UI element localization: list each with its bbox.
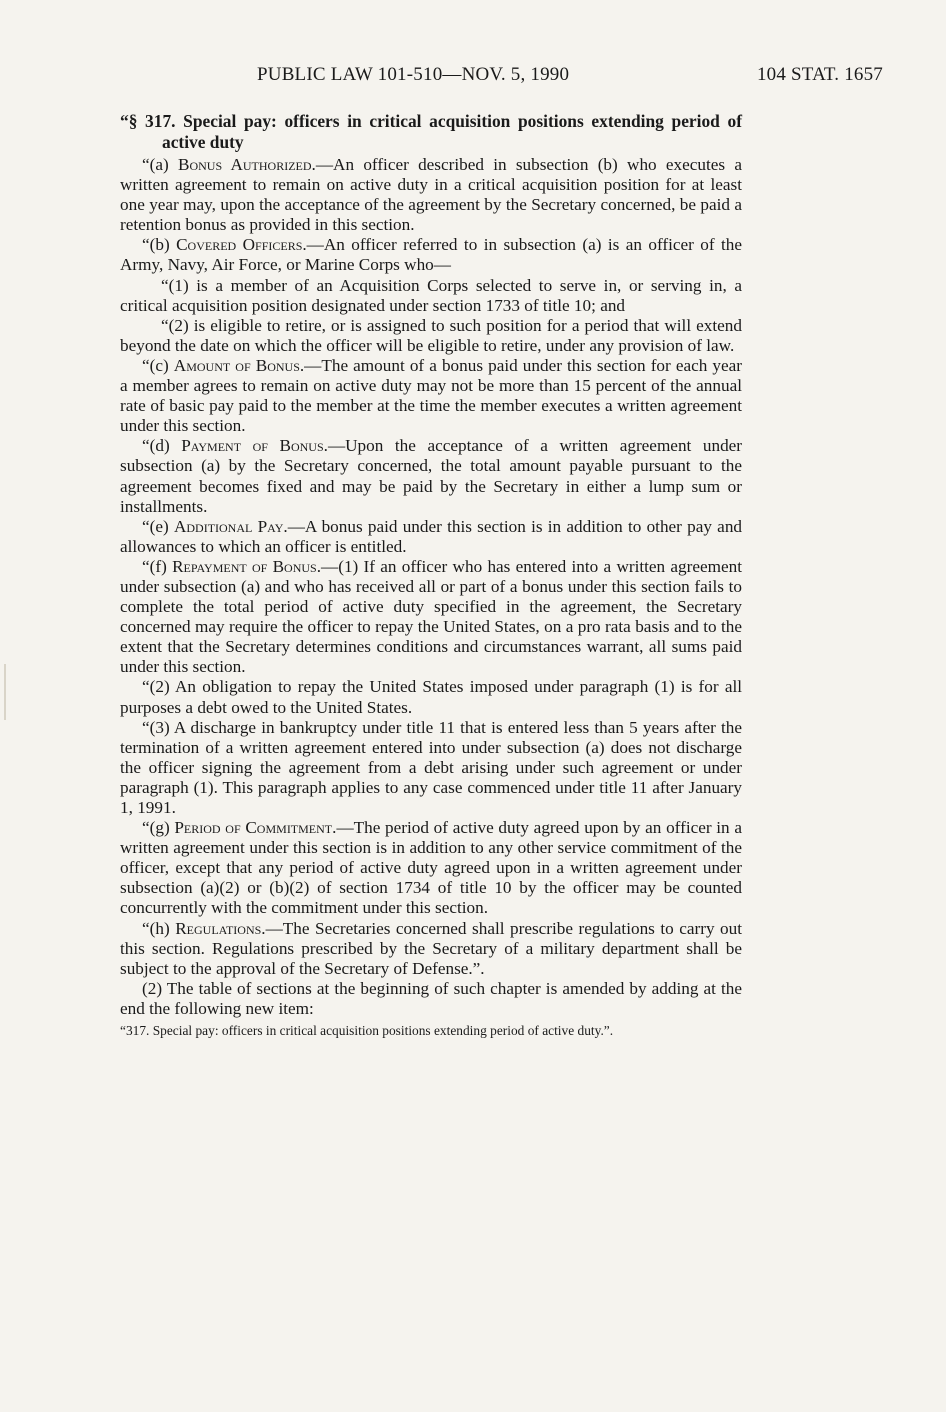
- document-body: [120, 111, 742, 1038]
- table-of-sections-item: “317. Special pay: officers in critical acquisition positions extending period of active duty.”.: [120, 1023, 614, 1039]
- subsection-d-number: “(d): [142, 436, 182, 456]
- subsection-b: [120, 235, 742, 275]
- subsection-d-title: Payment of Bonus.: [181, 436, 328, 456]
- subsection-f-paragraph-2: “(2) An obligation to repay the United States imposed under paragraph (1) is for all purposes a debt owed to the United States.: [120, 677, 742, 717]
- subsection-c-number: “(c): [142, 355, 174, 375]
- subsection-b-paragraph-2-text: “(2) is eligible to retire, or is assigned to such position for a period that will extend beyond the date on which the officer will be eligible to retire, under any provision of law.: [120, 315, 742, 355]
- subsection-c-title: Amount of Bonus.: [173, 355, 305, 375]
- subsection-f-number: “(f): [142, 556, 173, 576]
- subsection-b-paragraph-1: [120, 276, 742, 316]
- section-heading: “§ 317. Special pay: officers in critical acquisition positions extending period of active duty: [120, 111, 742, 152]
- subsection-d: [120, 436, 742, 516]
- subsection-b-paragraph-2: [120, 316, 742, 356]
- subsection-f-text: —(1) If an officer who has entered into a written agreement under subsection (a) and who has received all or part of a bonus under this section fails to complete the total period of active duty specified in the agreement, the Secretary concerned may require the officer to repay the United States, on a pro rata basis and to the extent that the Secretary determines conditions and circumstances warrant, all sums paid under this section.: [120, 556, 742, 677]
- subsection-e-title: Additional Pay.: [173, 516, 288, 536]
- subsection-h-number: “(h): [142, 918, 176, 938]
- subsection-b-number: “(b): [142, 235, 177, 255]
- subsection-g-number: “(g): [142, 818, 175, 838]
- subsection-h: [120, 919, 742, 979]
- subsection-a-title: Bonus Authorized.: [178, 155, 316, 174]
- subsection-e-number: “(e): [142, 516, 174, 536]
- subsection-c-text: —The amount of a bonus paid under this section for each year a member agrees to remain on active duty may not be more than 15 percent of the annual rate of basic pay paid to the member at the time the member executes a written agreement under this section.: [120, 355, 742, 436]
- subsection-a: [120, 155, 742, 235]
- table-amendment: (2) The table of sections at the beginning of such chapter is amended by adding at the end the following new item:: [120, 978, 742, 1018]
- subsection-g-title: Period of Commitment.: [174, 818, 337, 838]
- page-header: [120, 64, 883, 94]
- subsection-h-title: Regulations.: [175, 918, 266, 938]
- subsection-b-paragraph-1-text: “(1) is a member of an Acquisition Corps selected to serve in, or serving in, a critical acquisition position designated under section 1733 of title 10; and: [120, 275, 742, 315]
- subsection-h-text: —The Secretaries concerned shall prescribe regulations to carry out this section. Regulations prescribed by the Secretary of a military department shall be subject to the approval of the Secretary of Defense.”.: [120, 918, 743, 978]
- subsection-c: [120, 356, 742, 436]
- subsection-f-paragraph-3: “(3) A discharge in bankruptcy under title 11 that is entered less than 5 years after the termination of a written agreement entered into under subsection (a) does not discharge the officer signing the agreement from a debt arising under such agreement or under paragraph (1). This paragraph applies to any case commenced under title 11 after January 1, 1991.: [120, 717, 742, 817]
- subsection-f: [120, 557, 742, 678]
- subsection-d-text: —Upon the acceptance of a written agreement under subsection (a) by the Secretary concerned, the total amount payable pursuant to the agreement becomes fixed and may be paid by the Secretary in either a lump sum or installments.: [120, 436, 743, 516]
- subsection-b-title: Covered Officers.: [176, 235, 307, 255]
- subsection-e: [120, 517, 742, 557]
- subsection-f-title: Repayment of Bonus.: [172, 556, 322, 576]
- subsection-a-text: —An officer described in subsection (b) who executes a written agreement to remain on active duty in a critical acquisition position for at least one year may, upon the acceptance of the agreement by the Secretary concerned, be paid a retention bonus as provided in this section.: [120, 155, 742, 235]
- subsection-g-text: —The period of active duty agreed upon by an officer in a written agreement under this section is in addition to any other service commitment of the officer, except that any period of active duty agreed upon in a written agreement under subsection (a)(2) or (b)(2) of section 1734 of title 10 by the officer may be counted concurrently with the commitment under this section.: [120, 818, 742, 918]
- subsection-a-number: “(a): [142, 155, 178, 174]
- subsection-b-text: —An officer referred to in subsection (a) is an officer of the Army, Navy, Air Force, or Marine Corps who—: [120, 235, 742, 275]
- subsection-g: [120, 818, 742, 918]
- public-law-citation: PUBLIC LAW 101-510—NOV. 5, 1990: [257, 64, 570, 85]
- subsection-e-text: —A bonus paid under this section is in addition to other pay and allowances to which an officer is entitled.: [120, 516, 743, 556]
- scan-artifact: [4, 664, 6, 720]
- statute-page-number: 104 STAT. 1657: [756, 64, 883, 85]
